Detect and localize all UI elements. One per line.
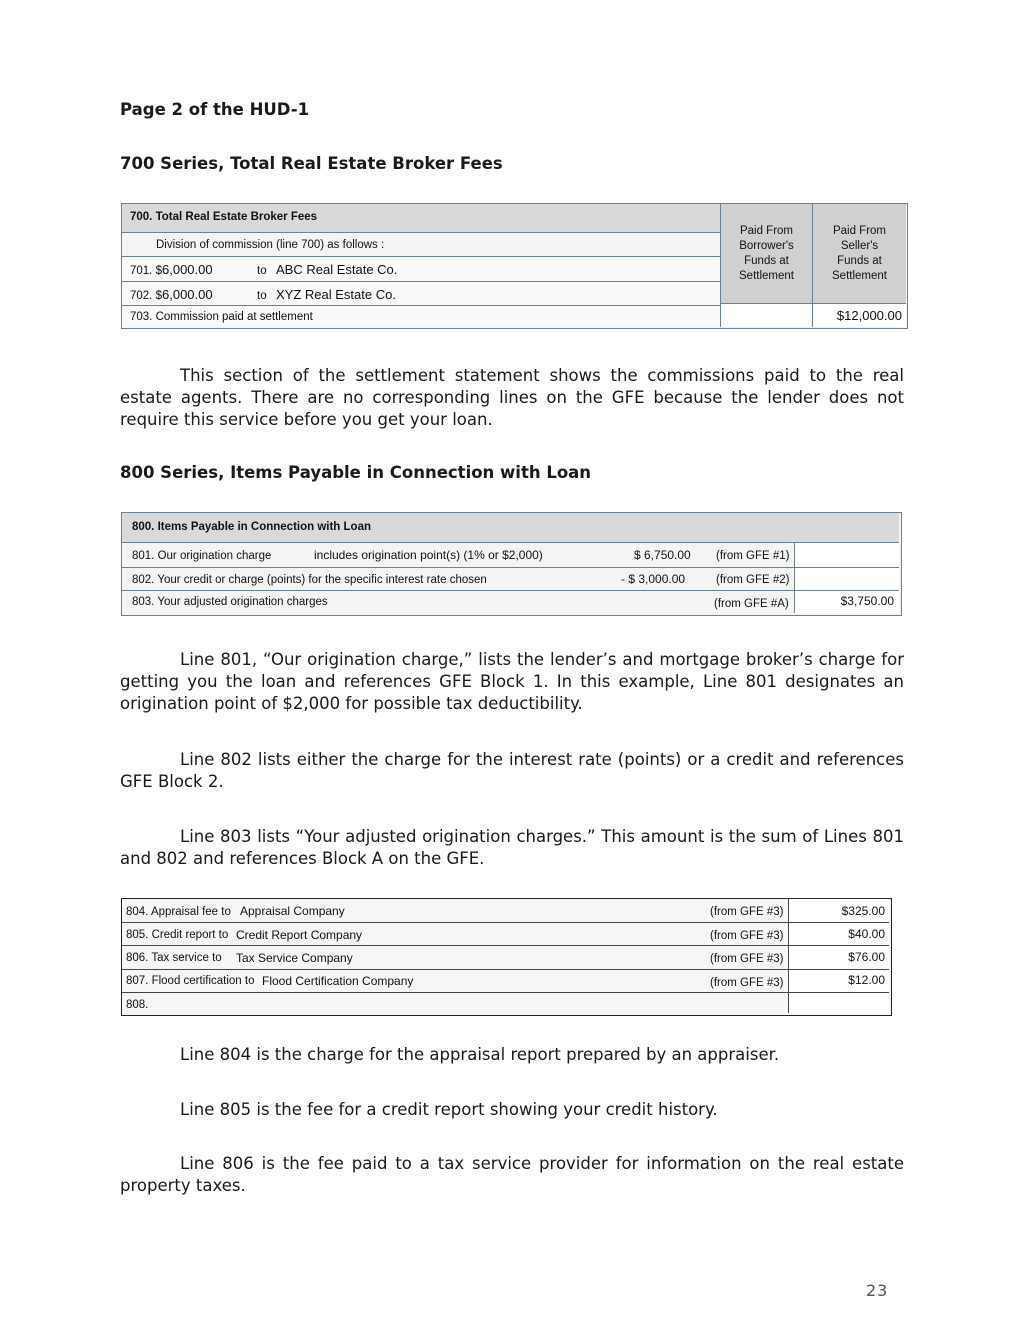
- line-806-paragraph: Line 806 is the fee paid to a tax service provider for information on the real estate property taxes.: [120, 1154, 904, 1195]
- line-801-value-cell: [794, 543, 899, 567]
- line-805-payee: Credit Report Company: [236, 928, 363, 942]
- line-803-paragraph: Line 803 lists “Your adjusted origination charges.” This amount is the sum of Lines 801 and 802 and references Block A on the GFE.: [120, 827, 904, 868]
- form-804-808: [121, 898, 892, 1016]
- line-802-paragraph: Line 802 lists either the charge for the interest rate (points) or a credit and references GFE Block 2.: [120, 750, 904, 791]
- page-title: Page 2 of the HUD-1: [120, 100, 310, 119]
- line-701-to: to: [257, 265, 267, 277]
- line-804-amount: $325.00: [788, 899, 889, 922]
- line-703-borrower-value: [720, 304, 812, 327]
- line-803-total: $3,750.00: [794, 591, 899, 613]
- line-806-ref: (from GFE #3): [710, 953, 784, 965]
- line-701-amount: 6,000.00: [162, 262, 213, 277]
- line-805-ref: (from GFE #3): [710, 930, 784, 942]
- line-802-label: 802. Your credit or charge (points) for the specific interest rate chosen: [132, 574, 487, 586]
- line-702-to: to: [257, 290, 267, 302]
- line-808-value-cell: [788, 993, 889, 1013]
- line-702-payee: XYZ Real Estate Co.: [276, 287, 396, 302]
- line-801-description: includes origination point(s) (1% or $2,000): [314, 548, 543, 562]
- line-802-ref: (from GFE #2): [716, 574, 790, 586]
- line-801-ref: (from GFE #1): [716, 550, 790, 562]
- line-701-prefix: 701. $: [130, 265, 162, 277]
- line-806-amount: $76.00: [788, 946, 889, 969]
- col-paid-from-seller: Paid From Seller's Funds at Settlement: [812, 204, 906, 304]
- section-700-paragraph: This section of the settlement statement shows the commissions paid to the real estate agents. There are no corresponding lines on the GFE because the lender does not require this service before you get your loan.: [120, 366, 904, 429]
- line-806: [122, 946, 889, 970]
- form-700-title: 700. Total Real Estate Broker Fees: [122, 204, 720, 233]
- line-806-payee: Tax Service Company: [236, 951, 353, 965]
- line-807-ref: (from GFE #3): [710, 977, 784, 989]
- line-801-label: 801. Our origination charge: [132, 550, 272, 562]
- line-807-amount: $12.00: [788, 970, 889, 992]
- line-803: [122, 591, 899, 613]
- line-801-paragraph: Line 801, “Our origination charge,” lists the lender’s and mortgage broker’s charge for getting you the loan and references GFE Block 1. In this example, Line 801 designates an origination point of $2,000 for possible tax deductibility.: [120, 650, 904, 713]
- line-805-paragraph: Line 805 is the fee for a credit report showing your credit history.: [180, 1100, 718, 1119]
- line-805: [122, 923, 889, 946]
- line-703-seller-value: $12,000.00: [812, 304, 906, 327]
- line-802-amount: - $ 3,000.00: [621, 572, 686, 586]
- line-805-label: 805. Credit report to: [126, 929, 229, 941]
- line-807: [122, 970, 889, 993]
- line-804-paragraph: Line 804 is the charge for the appraisal report prepared by an appraiser.: [180, 1045, 780, 1064]
- line-702-amount: 6,000.00: [162, 287, 213, 302]
- line-804: [122, 899, 889, 923]
- line-801-amount: $ 6,750.00: [634, 548, 691, 562]
- line-701-payee: ABC Real Estate Co.: [276, 262, 398, 277]
- line-807-label: 807. Flood certification to: [126, 975, 255, 987]
- line-804-label: 804. Appraisal fee to: [126, 906, 231, 918]
- line-804-payee: Appraisal Company: [240, 904, 345, 918]
- line-803-ref: (from GFE #A): [714, 598, 789, 610]
- line-804-ref: (from GFE #3): [710, 906, 784, 918]
- line-808: [122, 993, 889, 1013]
- line-703: 703. Commission paid at settlement: [122, 306, 720, 327]
- division-of-commission: Division of commission (line 700) as follows :: [122, 233, 720, 257]
- line-803-label: 803. Your adjusted origination charges: [132, 596, 328, 608]
- line-702-prefix: 702. $: [130, 290, 162, 302]
- line-702: [122, 282, 720, 306]
- line-802-value-cell: [794, 568, 899, 590]
- line-806-label: 806. Tax service to: [126, 952, 222, 964]
- col-paid-from-borrower: Paid From Borrower's Funds at Settlement: [720, 204, 812, 304]
- line-802: [122, 568, 899, 591]
- section-700-heading: 700 Series, Total Real Estate Broker Fees: [120, 154, 503, 173]
- page-number: 23: [866, 1281, 889, 1300]
- section-800-heading: 800 Series, Items Payable in Connection with Loan: [120, 463, 592, 482]
- form-700: [121, 203, 908, 329]
- form-800-title: 800. Items Payable in Connection with Loan: [122, 513, 899, 543]
- line-805-amount: $40.00: [788, 923, 889, 945]
- form-800: [121, 512, 902, 616]
- line-801: [122, 543, 899, 568]
- line-701: [122, 257, 720, 282]
- line-808-label: 808.: [126, 999, 149, 1011]
- line-807-payee: Flood Certification Company: [262, 974, 414, 988]
